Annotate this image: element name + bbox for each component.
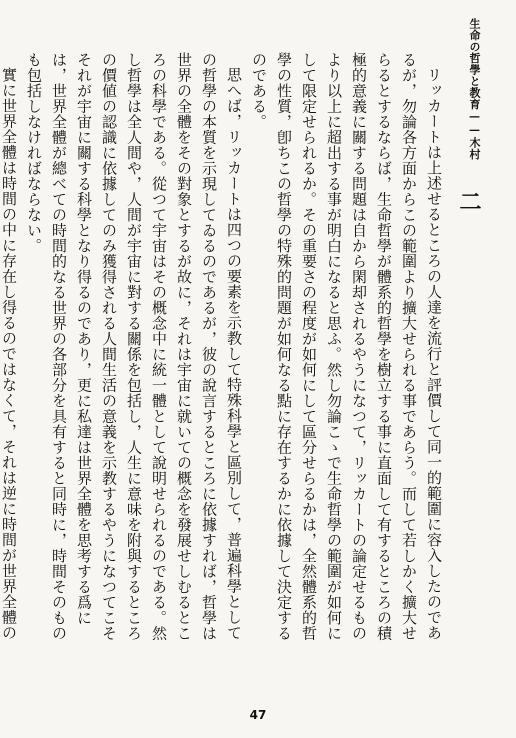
section-number: 二 [456, 190, 482, 212]
paragraph-3: 實に世界全體は時間の中に存在し得るのではなくて，それは逆に時間が世界全體の [0, 67, 18, 641]
page-number: 47 [249, 708, 267, 722]
running-title: 生命の哲學と教育——木村 [468, 18, 481, 160]
paragraph-1: リッカートは上述せるところの人達を流行と評價して同一的範圍に容入したのであるが，勿論各方面からこの範圍より擴大せられる事であらう。而して若しかく擴大せらるとするならば，生命哲學が體系的哲學を樹立する事に直面して有するところの積極的意義に關する問題は自から閑却されるやうになつて，リッカートの論定せるものより以上に超出する事が明白になると思ふ。然し勿論こゝで生命哲學の範圍が如何にして限定せられるか。その重要さの程度が如何にして區分せらるかは，全然體系的哲學の性質，卽ちこの哲學の特殊的問題が如何なる點に存在するかに依據して決定するのである。 [250, 52, 443, 641]
paragraph-2: 思へば，リッカートは四つの要素を示教して特殊科學と區別して，普遍科學としての哲學の本質を示現してゐるのであるが，彼の說言するところに依據すれば，哲學は世界の全體をその對象とするが故に，それは宇宙に就いての概念を發展せしむるところの科學である。從つて宇宙はその概念中に統一體として說明せられるのである。然し哲學は全人間や，人間が宇宙に對する關係を包括し，人生に意味を附與するところの價値の認識に依據してのみ獲得される人間生活の意義を示教するやうになつてこそそれが宇宙に關する科學となり得るのであり，更に私達は世界全體を思考する爲には，世界全體が總べての時間的なる世界の各部分を具有すると同時に，時間そのものも包括しなければならない。 [25, 52, 243, 641]
body-text [0, 52, 446, 648]
